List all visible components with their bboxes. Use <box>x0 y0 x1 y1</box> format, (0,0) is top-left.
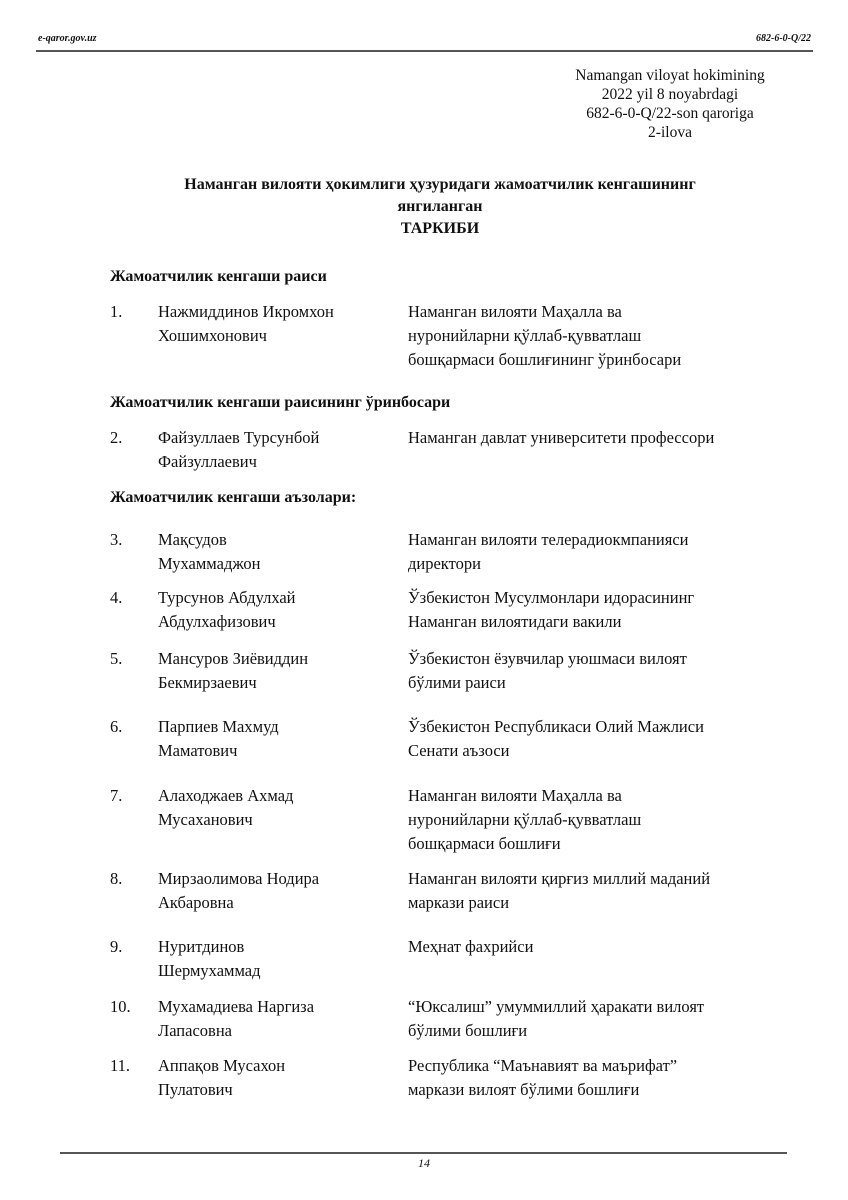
position-line: Наманган вилояти Маҳалла ва <box>408 302 622 321</box>
position-line: Меҳнат фахрийси <box>408 937 534 956</box>
member-number: 2. <box>110 428 123 447</box>
name-line: Алаходжаев Ахмад <box>158 786 294 805</box>
position-line: Наманган вилояти телерадиокмпанияси <box>408 530 689 549</box>
position-line: Ўзбекистон ёзувчилар уюшмаси вилоят <box>408 649 687 668</box>
position-line: Ўзбекистон Мусулмонлари идорасининг <box>408 588 695 607</box>
section-heading-deputy: Жамоатчилик кенгаши раисининг ўринбосари <box>110 394 451 411</box>
position-line: Сенати аъзоси <box>408 741 510 760</box>
member-number: 11. <box>110 1056 131 1075</box>
member-name <box>158 647 388 695</box>
title-line: ТАРКИБИ <box>400 220 480 237</box>
member-number: 4. <box>110 588 123 607</box>
position-line: Ўзбекистон Республикаси Олий Мажлиси <box>408 717 704 736</box>
member-number: 7. <box>110 786 123 805</box>
name-line: Аппақов Мусахон <box>158 1056 286 1075</box>
name-line: Турсунов Абдулхай <box>158 588 296 607</box>
position-line: маркази вилоят бўлими бошлиғи <box>408 1080 640 1099</box>
member-name <box>158 715 388 763</box>
position-line: Наманган вилоятидаги вакили <box>408 612 622 631</box>
member-name <box>158 528 388 576</box>
member-position <box>408 1054 808 1102</box>
position-line: директори <box>408 554 481 573</box>
name-line: Мухаммаджон <box>158 554 261 573</box>
name-line: Мирзаолимова Нодира <box>158 869 320 888</box>
member-position <box>408 867 808 915</box>
name-line: Пулатович <box>158 1080 233 1099</box>
member-position <box>408 300 808 372</box>
name-line: Шермухаммад <box>158 961 261 980</box>
annex-line: 682-6-0-Q/22-son qaroriga <box>586 105 754 122</box>
member-number: 5. <box>110 649 123 668</box>
position-line: бўлими раиси <box>408 673 506 692</box>
name-line: Хошимхонович <box>158 326 267 345</box>
position-line: “Юксалиш” умуммиллий ҳаракати вилоят <box>408 997 705 1016</box>
member-number: 9. <box>110 937 123 956</box>
member-position <box>408 715 808 763</box>
name-line: Акбаровна <box>158 893 234 912</box>
member-number: 1. <box>110 302 123 321</box>
member-number: 6. <box>110 717 123 736</box>
section-heading-members: Жамоатчилик кенгаши аъзолари: <box>110 489 357 506</box>
name-line: Лапасовна <box>158 1021 232 1040</box>
member-name <box>158 1054 388 1102</box>
annex-line: Namangan viloyat hokimining <box>575 67 765 84</box>
page-header <box>36 30 813 52</box>
position-line: бошқармаси бошлиғи <box>408 834 561 853</box>
member-name <box>158 995 388 1043</box>
position-line: Наманган вилояти қирғиз миллий маданий <box>408 869 711 888</box>
member-position <box>408 935 808 959</box>
member-name <box>158 426 388 474</box>
member-name <box>158 935 388 983</box>
position-line: нуронийларни қўллаб-қувватлаш <box>408 326 642 345</box>
name-line: Абдулхафизович <box>158 612 276 631</box>
member-number: 3. <box>110 530 123 549</box>
title-line: янгиланган <box>397 198 483 215</box>
name-line: Нажмиддинов Икромхон <box>158 302 334 321</box>
member-position <box>408 426 808 450</box>
position-line: бўлими бошлиғи <box>408 1021 528 1040</box>
name-line: Файзуллаевич <box>158 452 257 471</box>
member-position <box>408 784 808 856</box>
member-number: 8. <box>110 869 123 888</box>
position-line: нуронийларни қўллаб-қувватлаш <box>408 810 642 829</box>
name-line: Парпиев Махмуд <box>158 717 279 736</box>
member-position <box>408 647 808 695</box>
position-line: Наманган вилояти Маҳалла ва <box>408 786 622 805</box>
position-line: маркази раиси <box>408 893 510 912</box>
name-line: Файзуллаев Турсунбой <box>158 428 320 447</box>
member-position <box>408 528 808 576</box>
name-line: Мусаханович <box>158 810 253 829</box>
position-line: бошқармаси бошлиғининг ўринбосари <box>408 350 682 369</box>
member-name <box>158 867 388 915</box>
site-name: e-qaror.gov.uz <box>38 33 97 44</box>
member-name <box>158 586 388 634</box>
member-number: 10. <box>110 997 131 1016</box>
name-line: Нуритдинов <box>158 937 245 956</box>
name-line: Мухамадиева Наргиза <box>158 997 315 1016</box>
annex-line: 2-ilova <box>648 124 692 141</box>
name-line: Бекмирзаевич <box>158 673 257 692</box>
name-line: Мансуров Зиёвиддин <box>158 649 309 668</box>
name-line: Маматович <box>158 741 238 760</box>
document-number: 682-6-0-Q/22 <box>756 33 811 44</box>
title-line: Наманган вилояти ҳокимлиги ҳузуридаги жамоатчилик кенгашининг <box>184 176 696 193</box>
section-heading-chairman: Жамоатчилик кенгаши раиси <box>110 268 327 285</box>
document-title <box>100 174 780 240</box>
member-name <box>158 300 388 348</box>
page-number: 14 <box>418 1156 430 1170</box>
position-line: Наманган давлат университети профессори <box>408 428 715 447</box>
name-line: Мақсудов <box>158 530 227 549</box>
annex-line: 2022 yil 8 noyabrdagi <box>601 86 739 103</box>
footer-divider <box>60 1152 787 1154</box>
member-position <box>408 586 808 634</box>
member-name <box>158 784 388 832</box>
position-line: Республика “Маънавият ва маърифат” <box>408 1056 678 1075</box>
member-position <box>408 995 808 1043</box>
annex-reference <box>540 66 800 142</box>
